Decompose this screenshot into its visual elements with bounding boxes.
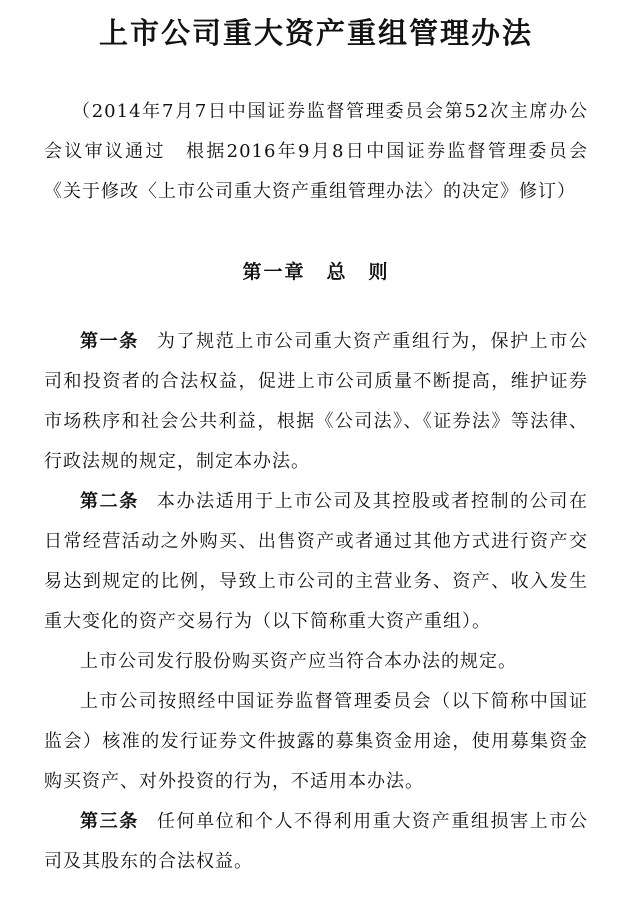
paragraph-text: 上市公司按照经中国证券监督管理委员会（以下简称中国证监会）核准的发行证券文件披露的募集资金用途，使用募集资金购买资产、对外投资的行为，不适用本办法。 xyxy=(44,691,588,792)
article-label: 第二条 xyxy=(80,491,139,512)
paragraph-text: 上市公司发行股份购买资产应当符合本办法的规定。 xyxy=(80,651,517,672)
adoption-note: （2014年7月7日中国证券监督管理委员会第52次主席办公会议审议通过 根据2016年9月8日中国证券监督管理委员会《关于修改〈上市公司重大资产重组管理办法〉的决定》修订） xyxy=(44,101,588,202)
article-label: 第一条 xyxy=(80,331,139,352)
chapter-heading: 第一章 总 则 xyxy=(242,261,390,283)
article-2-paragraph-3 xyxy=(44,682,588,802)
article-1 xyxy=(44,322,588,482)
article-text: 任何单位和个人不得利用重大资产重组损害上市公司及其股东的合法权益。 xyxy=(44,811,588,872)
article-2 xyxy=(44,482,588,642)
article-label: 第三条 xyxy=(80,811,139,832)
document-title: 上市公司重大资产重组管理办法 xyxy=(98,16,533,50)
article-text: 为了规范上市公司重大资产重组行为，保护上市公司和投资者的合法权益，促进上市公司质量不断提高，维护证券市场秩序和社会公共利益，根据《公司法》、《证券法》等法律、行政法规的规定，制定本办法。 xyxy=(44,331,588,472)
article-text: 本办法适用于上市公司及其控股或者控制的公司在日常经营活动之外购买、出售资产或者通过其他方式进行资产交易达到规定的比例，导致上市公司的主营业务、资产、收入发生重大变化的资产交易行为（以下简称重大资产重组）。 xyxy=(44,491,588,632)
article-2-paragraph-2 xyxy=(44,642,588,682)
article-3 xyxy=(44,802,588,882)
